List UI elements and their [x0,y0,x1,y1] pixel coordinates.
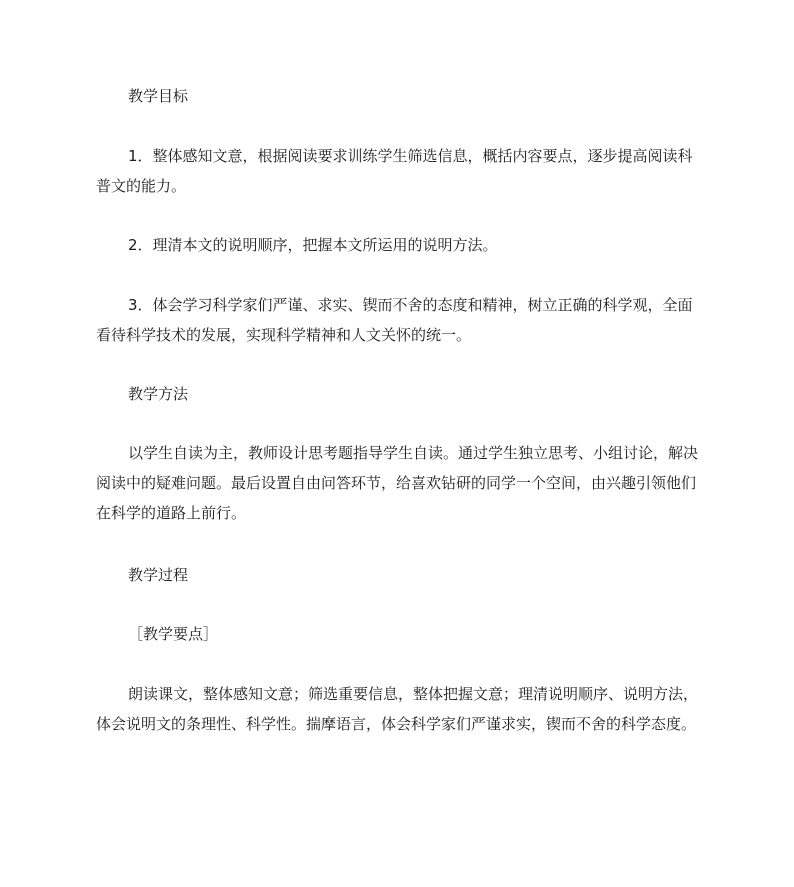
methods-text: 以学生自读为主，教师设计思考题指导学生自读。通过学生独立思考、小组讨论，解决阅读中的疑难问题。最后设置自由问答环节，给喜欢钻研的同学一个空间，由兴趣引领他们在科学的道路上前行。 [96,444,699,522]
process-heading: 教学过程 [128,566,189,584]
objective-3: 3．体会学习科学家们严谨、求实、锲而不舍的态度和精神，树立正确的科学观，全面看待科学技术的发展，实现科学精神和人文关怀的统一。 [96,296,693,344]
objective-2: 2．理清本文的说明顺序，把握本文所运用的说明方法。 [128,236,498,254]
key-points-text: 朗读课文，整体感知文意；筛选重要信息，整体把握文意；理清说明顺序、说明方法，体会说明文的条理性、科学性。揣摩语言，体会科学家们严谨求实，锲而不舍的科学态度。 [96,685,699,733]
objective-1: 1．整体感知文意，根据阅读要求训练学生筛选信息，概括内容要点，逐步提高阅读科普文的能力。 [96,147,693,195]
key-points-heading: ［教学要点］ [128,625,219,643]
objectives-heading: 教学目标 [128,87,189,105]
methods-heading: 教学方法 [128,385,189,403]
